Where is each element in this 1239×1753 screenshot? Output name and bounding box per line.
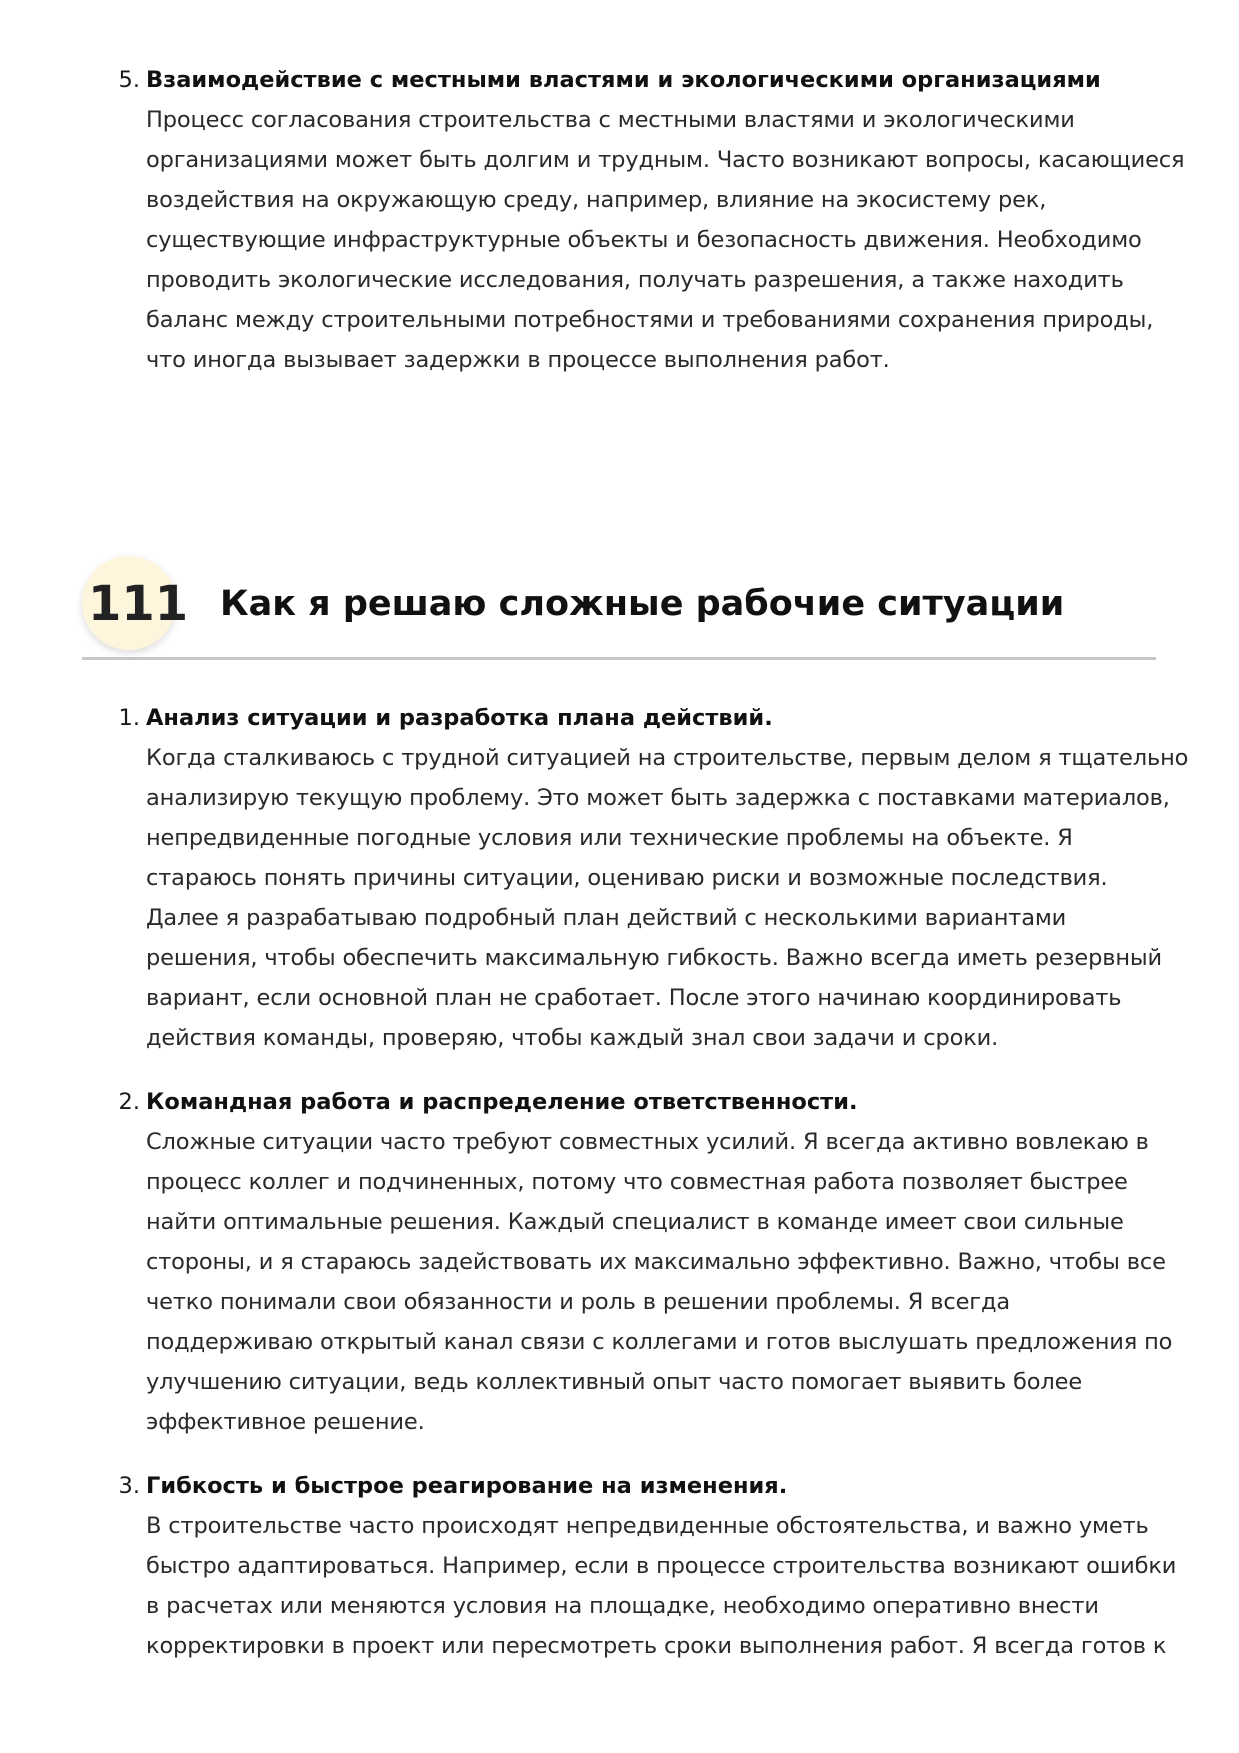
paragraph-line: быстро адаптироваться. Например, если в процессе строительства возникают ошибки	[146, 1553, 1177, 1579]
list-item-number: 1.	[118, 705, 140, 731]
paragraph-line: эффективное решение.	[146, 1409, 425, 1435]
list-item-title: Взаимодействие с местными властями и экологическими организациями	[146, 67, 1101, 93]
list-item-number: 2.	[118, 1089, 140, 1115]
list-item-body	[146, 738, 1189, 1058]
section-title: Как я решаю сложные рабочие ситуации	[220, 584, 1065, 624]
paragraph-line: существующие инфраструктурные объекты и безопасность движения. Необходимо	[146, 227, 1142, 253]
paragraph-line: четко понимали свои обязанности и роль в решении проблемы. Я всегда	[146, 1289, 1010, 1315]
paragraph-line: Когда сталкиваюсь с трудной ситуацией на строительстве, первым делом я тщательно	[146, 745, 1189, 771]
paragraph-line: проводить экологические исследования, получать разрешения, а также находить	[146, 267, 1124, 293]
paragraph-line: решения, чтобы обеспечить максимальную гибкость. Важно всегда иметь резервный	[146, 945, 1163, 971]
list-item-number: 3.	[118, 1473, 140, 1499]
list-item-number: 5.	[118, 67, 140, 93]
paragraph-line: анализирую текущую проблему. Это может быть задержка с поставками материалов,	[146, 785, 1170, 811]
paragraph-line: Процесс согласования строительства с местными властями и экологическими	[146, 107, 1075, 133]
list-item-heading	[116, 60, 1156, 100]
paragraph-line: поддерживаю открытый канал связи с коллегами и готов выслушать предложения по	[146, 1329, 1173, 1355]
paragraph-line: непредвиденные погодные условия или технические проблемы на объекте. Я	[146, 825, 1073, 851]
section-header	[82, 556, 1156, 660]
list-item-title: Анализ ситуации и разработка плана действий.	[146, 705, 773, 731]
paragraph-line: в расчетах или меняются условия на площадке, необходимо оперативно внести	[146, 1593, 1099, 1619]
paragraph-line: стороны, и я стараюсь задействовать их максимально эффективно. Важно, чтобы все	[146, 1249, 1166, 1275]
list-item-heading	[116, 1466, 1156, 1506]
paragraph-line: найти оптимальные решения. Каждый специалист в команде имеет свои сильные	[146, 1209, 1124, 1235]
list-item-heading	[116, 698, 1156, 738]
paragraph-line: Сложные ситуации часто требуют совместных усилий. Я всегда активно вовлекаю в	[146, 1129, 1149, 1155]
list-item-heading	[116, 1082, 1156, 1122]
list-item	[116, 698, 1189, 1058]
paragraph-line: В строительстве часто происходят непредвиденные обстоятельства, и важно уметь	[146, 1513, 1149, 1539]
paragraph-line: организациями может быть долгим и трудным. Часто возникают вопросы, касающиеся	[146, 147, 1185, 173]
list-item-body	[146, 1506, 1177, 1666]
section-number: 111	[88, 576, 189, 632]
list-item	[116, 1082, 1173, 1442]
paragraph-line: улучшению ситуации, ведь коллективный опыт часто помогает выявить более	[146, 1369, 1083, 1395]
paragraph-line: действия команды, проверяю, чтобы каждый знал свои задачи и сроки.	[146, 1025, 999, 1051]
paragraph-line: баланс между строительными потребностями и требованиями сохранения природы,	[146, 307, 1154, 333]
list-item-title: Командная работа и распределение ответственности.	[146, 1089, 858, 1115]
paragraph-line: что иногда вызывает задержки в процессе выполнения работ.	[146, 347, 890, 373]
list-item	[116, 1466, 1177, 1666]
list-item-title: Гибкость и быстрое реагирование на изменения.	[146, 1473, 788, 1499]
paragraph-line: Далее я разрабатываю подробный план действий с несколькими вариантами	[146, 905, 1067, 931]
list-item-body	[146, 1122, 1173, 1442]
paragraph-line: корректировки в проект или пересмотреть сроки выполнения работ. Я всегда готов к	[146, 1633, 1167, 1659]
paragraph-line: стараюсь понять причины ситуации, оцениваю риски и возможные последствия.	[146, 865, 1108, 891]
list-item	[116, 60, 1185, 380]
paragraph-line: вариант, если основной план не сработает. После этого начинаю координировать	[146, 985, 1122, 1011]
list-item-body	[146, 100, 1185, 380]
paragraph-line: воздействия на окружающую среду, например, влияние на экосистему рек,	[146, 187, 1047, 213]
paragraph-line: процесс коллег и подчиненных, потому что совместная работа позволяет быстрее	[146, 1169, 1128, 1195]
